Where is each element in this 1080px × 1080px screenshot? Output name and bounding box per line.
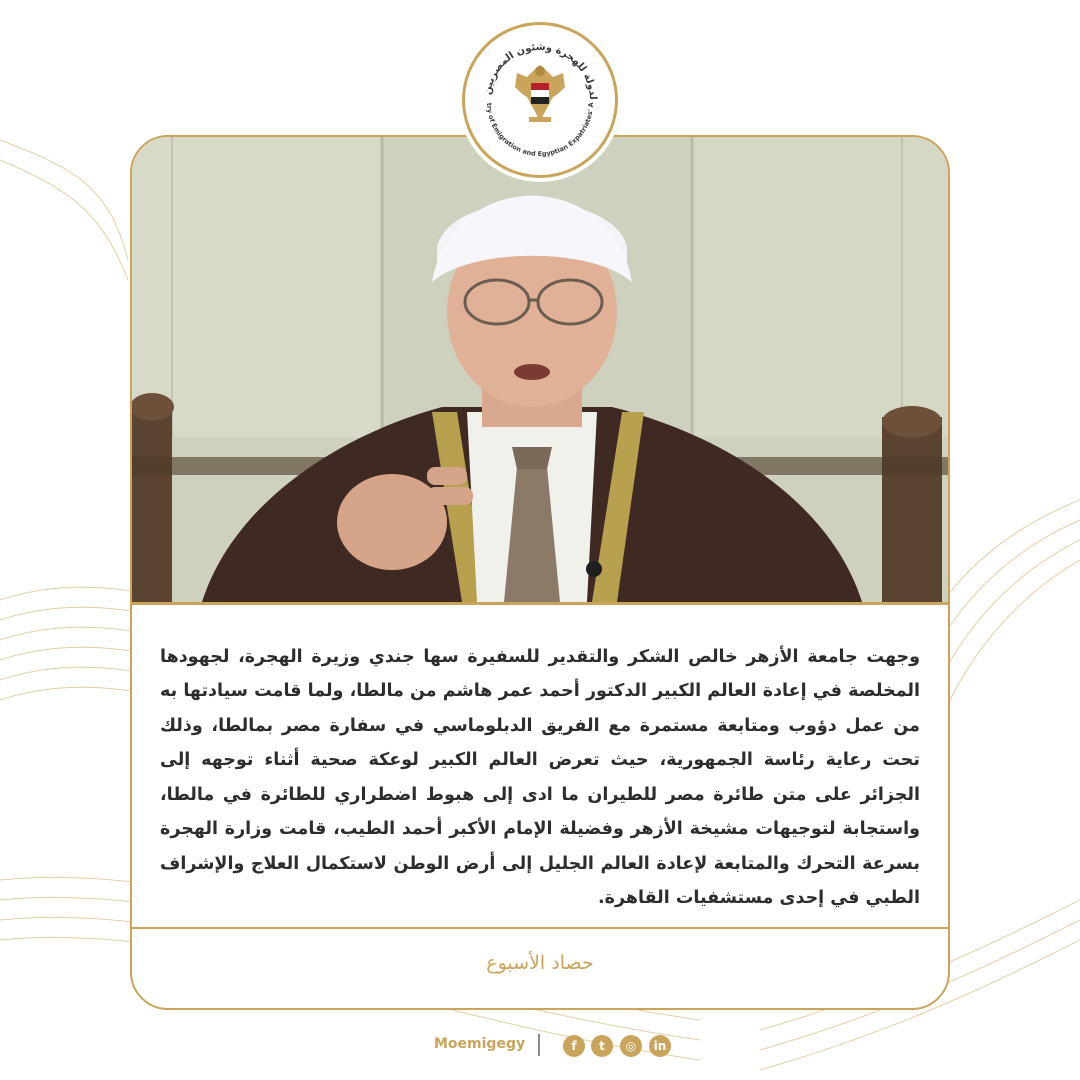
- twitter-icon[interactable]: t: [591, 1035, 613, 1057]
- social-handle[interactable]: Moemigegy: [434, 1036, 526, 1052]
- facebook-icon[interactable]: f: [563, 1035, 585, 1057]
- ministry-logo: [462, 22, 618, 178]
- card-divider: [132, 927, 948, 929]
- photo-illustration: [132, 137, 948, 602]
- post-body-text: وجهت جامعة الأزهر خالص الشكر والتقدير للسفيرة سها جندي وزيرة الهجرة، لجهودها المخلصة في إعادة العالم الكبير الدكتور أحمد عمر هاشم من مالطا، ولما قامت سيادتها به من عمل دؤوب ومتابعة مستمرة مع الفريق الدبلوماسي في سفارة مصر بمالطا، وذلك تحت رعاية رئاسة الجمهورية، حيث تعرض العالم الكبير لوعكة صحية أثناء توجهه إلى الجزائر على متن طائرة مصر للطيران ما ادى إلى هبوط اضطراري للطائرة في مالطا، واستجابة لتوجيهات مشيخة الأزهر وفضيلة الإمام الأكبر أحمد الطيب، قامت وزارة الهجرة بسرعة التحرك والمتابعة لإعادة العالم الجليل إلى أرض الوطن لاستكمال العلاج والإشراف الطبي في إحدى مستشفيات القاهرة.: [160, 646, 920, 908]
- logo-english-text: try of Emigration and Egyptian Expatriates' A: [484, 102, 596, 159]
- linkedin-icon[interactable]: in: [649, 1035, 671, 1057]
- logo-emblem-svg: [465, 25, 615, 175]
- portrait-photo: [132, 137, 948, 605]
- post-card: [130, 135, 950, 1010]
- egypt-eagle-emblem-icon: [515, 65, 565, 122]
- logo-arabic-text: لدولة للهجرة وشئون المصريين: [482, 41, 599, 100]
- instagram-icon[interactable]: ◎: [620, 1035, 642, 1057]
- section-label: حصاد الأسبوع: [486, 952, 594, 974]
- footer-separator: [538, 1034, 540, 1056]
- footer: [0, 1032, 1080, 1062]
